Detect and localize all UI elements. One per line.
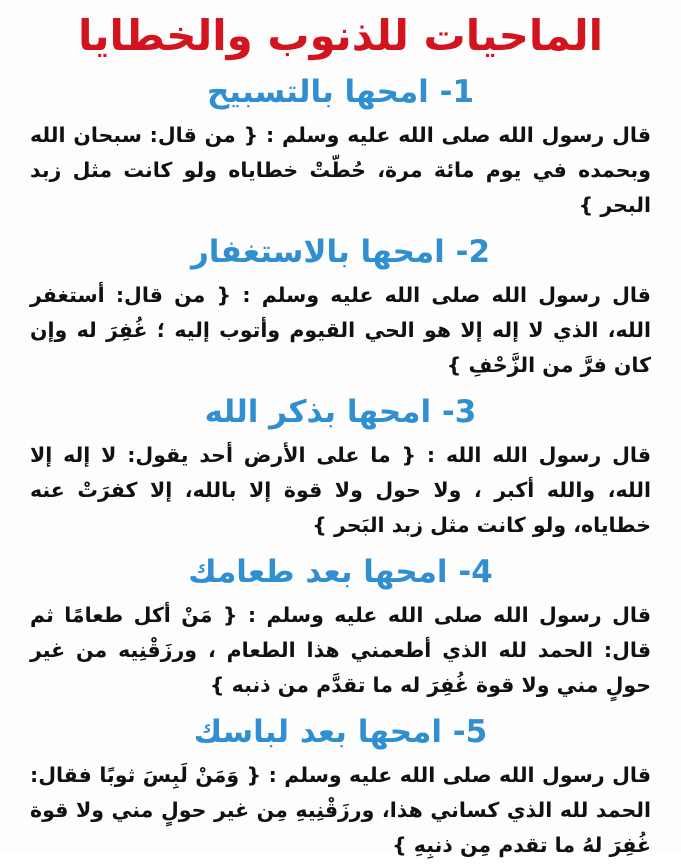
section-dhikr [30, 390, 651, 548]
section-istighfar [30, 230, 651, 388]
section-heading: 3- امحها بذكر الله [204, 394, 477, 430]
section-heading: 1- امحها بالتسبيح [206, 74, 475, 110]
section-tasbih [30, 70, 651, 228]
section-text: قال رسول الله صلى الله عليه وسلم : { وَمَنْ لَبِسَ ثوبًا فقال: الحمد لله الذي كساني هذا، ورزَقْنِيهِ مِن غير حولٍ مني ولا قوة غُفِرَ لهُ ما تقدم مِن ذنبِهِ } [30, 763, 651, 857]
section-heading: 2- امحها بالاستغفار [190, 234, 491, 270]
section-text: قال رسول الله صلى الله عليه وسلم : { من قال: سبحان الله وبحمده في يوم مائة مرة، حُطّتْ خطاياه ولو كانت مثل زبد البحر } [30, 123, 651, 217]
section-heading: 5- امحها بعد لباسك [193, 714, 488, 750]
section-after-clothing [30, 710, 651, 866]
section-heading: 4- امحها بعد طعامك [188, 554, 493, 590]
section-after-food [30, 550, 651, 708]
page-title: الماحيات للذنوب والخطايا [78, 11, 603, 60]
section-text: قال رسول الله صلى الله عليه وسلم : { مَنْ أكل طعامًا ثم قال: الحمد لله الذي أطعمني هذا الطعام ، ورزَقْنِيه من غير حولٍ مني ولا قوة غُفِرَ له ما تقدَّم من ذنبه } [30, 603, 651, 697]
section-text: قال رسول الله الله : { ما على الأرض أحد يقول: لا إله إلا الله، والله أكبر ، ولا حول ولا قوة إلا بالله، إلا كفرَتْ عنه خطاياه، ولو كانت مثل زبد البَحر } [30, 443, 651, 537]
section-text: قال رسول الله صلى الله عليه وسلم : { من قال: أستغفر الله، الذي لا إله إلا هو الحي القيوم وأتوب إليه ؛ غُفِرَ له وإن كان فرَّ من الزَّحْفِ } [30, 283, 651, 377]
